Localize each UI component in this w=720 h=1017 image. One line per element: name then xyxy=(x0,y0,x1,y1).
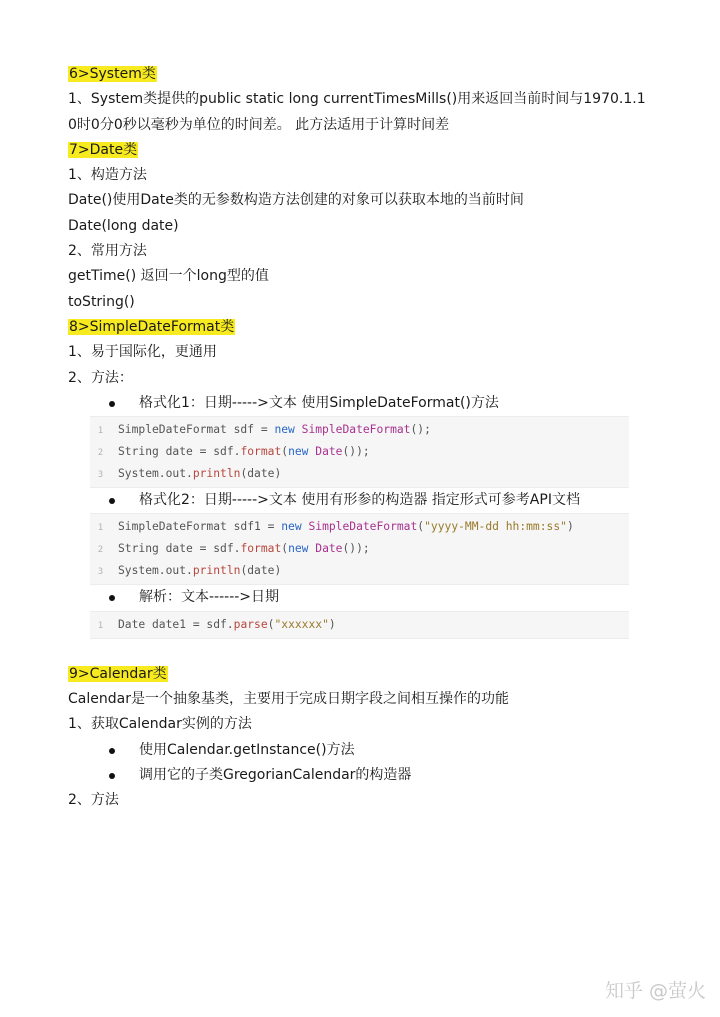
code-line: 3 System.out.println(date) xyxy=(97,467,282,481)
paragraph: Date()使用Date类的无参数构造方法创建的对象可以获取本地的当前时间 xyxy=(68,192,524,209)
paragraph: getTime() 返回一个long型的值 xyxy=(68,268,269,285)
bullet-icon xyxy=(109,773,115,779)
bullet-icon xyxy=(109,401,115,407)
bullet-icon xyxy=(109,748,115,754)
bullet-item: 解析：文本------>日期 xyxy=(68,585,648,610)
paragraph: 2、常用方法 xyxy=(68,243,147,260)
bullet-item: 调用它的子类GregorianCalendar的构造器 xyxy=(68,763,648,788)
section-heading-simpledateformat: 8>SimpleDateFormat类 xyxy=(69,318,235,335)
code-line: 2 String date = sdf.format(new Date()); xyxy=(97,542,370,556)
code-block xyxy=(90,416,629,488)
paragraph: 0时0分0秒以毫秒为单位的时间差。 此方法适用于计算时间差 xyxy=(68,116,450,133)
zhihu-watermark: 知乎 @萤火 xyxy=(604,980,706,1002)
code-line: 1 Date date1 = sdf.parse("xxxxxx") xyxy=(97,617,336,631)
code-line: 3 System.out.println(date) xyxy=(97,564,282,578)
paragraph: 1、构造方法 xyxy=(68,167,147,184)
document-page xyxy=(68,62,648,814)
code-block xyxy=(90,611,629,639)
paragraph: Date(long date) xyxy=(68,217,179,234)
paragraph: Calendar是一个抽象基类，主要用于完成日期字段之间相互操作的功能 xyxy=(68,691,509,708)
section-heading-calendar: 9>Calendar类 xyxy=(69,665,167,682)
code-line: 1 SimpleDateFormat sdf1 = new SimpleDateFormat("yyyy-MM-dd hh:mm:ss") xyxy=(97,520,574,534)
spacer xyxy=(68,639,648,662)
paragraph: 2、方法 xyxy=(68,792,119,809)
section-heading-system: 6>System类 xyxy=(69,66,156,82)
bullet-item: 格式化2：日期----->文本 使用有形参的构造器 指定形式可参考API文档 xyxy=(68,488,648,513)
code-block xyxy=(90,513,629,585)
bullet-item: 格式化1：日期----->文本 使用SimpleDateFormat()方法 xyxy=(68,391,648,416)
paragraph: 1、获取Calendar实例的方法 xyxy=(68,716,252,733)
paragraph: 1、System类提供的public static long currentTimesMills()用来返回当前时间与1970.1.1 xyxy=(68,91,646,108)
bullet-icon xyxy=(109,595,115,601)
code-line: 1 SimpleDateFormat sdf = new SimpleDateFormat(); xyxy=(97,423,431,437)
section-heading-date: 7>Date类 xyxy=(69,141,138,158)
paragraph: 2、方法： xyxy=(68,369,133,386)
paragraph: 1、易于国际化，更通用 xyxy=(68,344,217,361)
bullet-icon xyxy=(109,498,115,504)
code-line: 2 String date = sdf.format(new Date()); xyxy=(97,445,370,459)
bullet-item: 使用Calendar.getInstance()方法 xyxy=(68,738,648,763)
paragraph: toString() xyxy=(68,293,135,310)
